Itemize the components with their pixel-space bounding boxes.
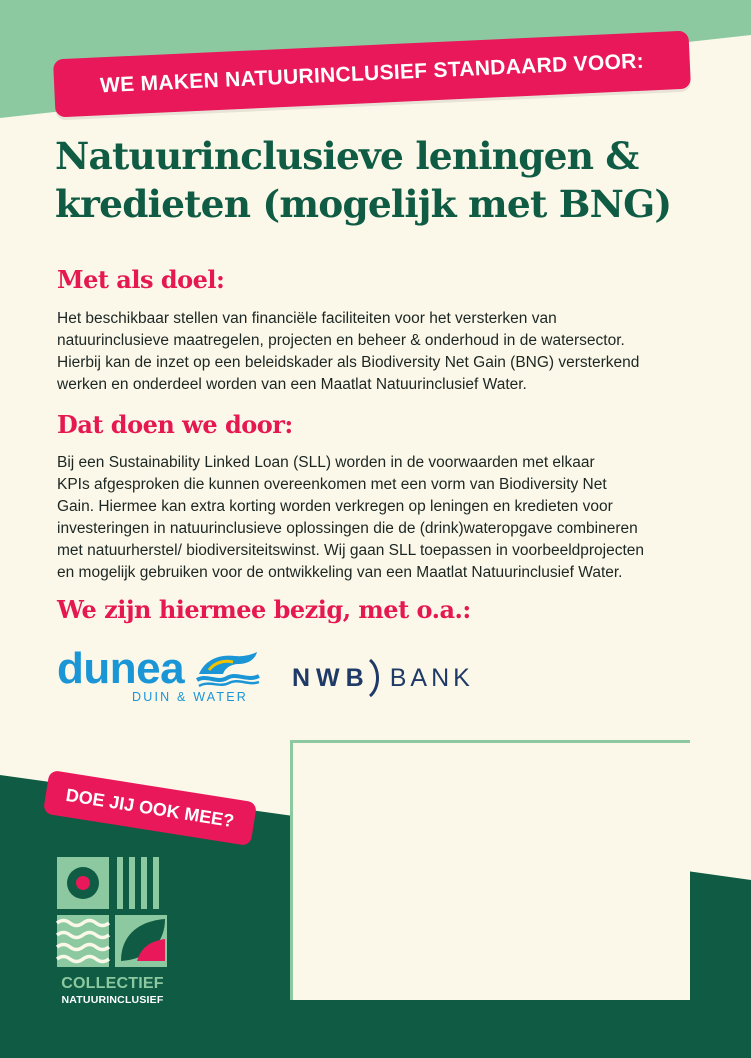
- banner-text: WE MAKEN NATUURINCLUSIEF STANDAARD VOOR:: [99, 49, 645, 98]
- collectief-name-line-2: NATUURINCLUSIEF: [61, 994, 164, 1006]
- collectief-name-line-1: COLLECTIEF: [61, 975, 164, 992]
- goal-paragraph: [57, 308, 697, 396]
- goal-line: Hierbij kan de inzet op een beleidskader als Biodiversity Net Gain (BNG) versterkend: [57, 354, 640, 371]
- dunea-wave-icon: [195, 650, 261, 688]
- approach-line: KPIs afgesproken die kunnen overeenkomen met een vorm van Biodiversity Net: [57, 476, 607, 493]
- dunea-wordmark: dunea: [57, 644, 185, 693]
- dunea-tagline: DUIN & WATER: [132, 690, 248, 704]
- approach-line: investeringen in natuurinclusieve oplossingen die de (drink)wateropgave combineren: [57, 520, 638, 537]
- approach-paragraph: [57, 452, 697, 584]
- title-line-1: Natuurinclusieve leningen &: [55, 134, 639, 178]
- approach-line: Bij een Sustainability Linked Loan (SLL) worden in de voorwaarden met elkaar: [57, 454, 595, 471]
- collectief-logo-icon: [55, 855, 170, 970]
- dunea-logo: [55, 644, 265, 708]
- approach-line: met natuurherstel/ biodiversiteitswinst. Wij gaan SLL toepassen in voorbeeldprojecten: [57, 542, 645, 559]
- goal-line: Het beschikbaar stellen van financiële faciliteiten voor het versterken van: [57, 310, 557, 327]
- approach-line: Gain. Hiermee kan extra korting worden verkregen op leningen en kredieten voor: [57, 498, 613, 515]
- goal-line: natuurinclusieve maatregelen, projecten en beheer & onderhoud in de watersector.: [57, 332, 625, 349]
- nwb-wordmark: NWB: [292, 663, 370, 692]
- collectief-natuurinclusief-logo: [55, 855, 170, 1015]
- empty-content-frame: [290, 740, 690, 1000]
- nwb-bracket-icon: [368, 658, 382, 698]
- page-title: [55, 132, 715, 228]
- goal-line: werken en onderdeel worden van een Maatlat Natuurinclusief Water.: [57, 376, 527, 393]
- approach-line: en mogelijk gebruiken voor de ontwikkeling van een Maatlat Natuurinclusief Water.: [57, 564, 623, 581]
- goal-heading: Met als doel:: [57, 265, 225, 294]
- title-line-2: kredieten (mogelijk met BNG): [55, 182, 672, 226]
- nwb-bank-logo: [292, 658, 474, 698]
- partners-heading: We zijn hiermee bezig, met o.a.:: [57, 595, 471, 624]
- cta-text: DOE JIJ OOK MEE?: [64, 784, 236, 831]
- bank-wordmark: BANK: [389, 663, 474, 692]
- approach-heading: Dat doen we door:: [57, 410, 293, 439]
